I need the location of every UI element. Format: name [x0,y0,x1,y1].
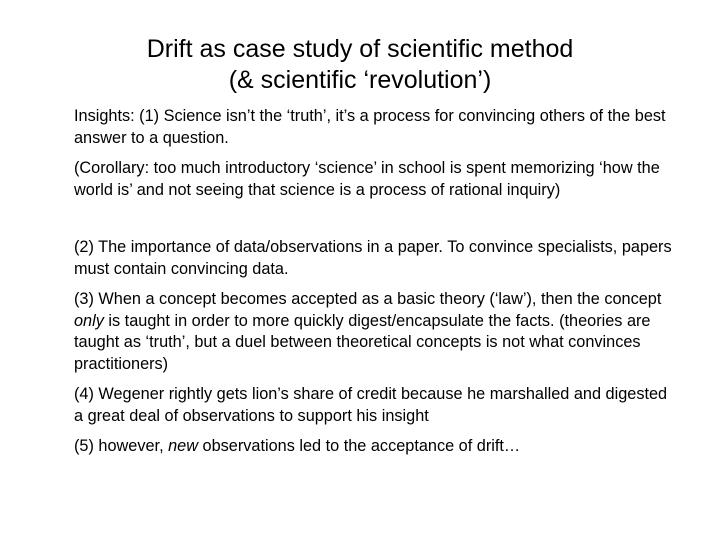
insight-5-emphasis: new [168,437,198,455]
insight-3-paragraph [74,289,674,375]
slide-body [74,106,674,458]
insight-4-paragraph: (4) Wegener rightly gets lion’s share of credit because he marshalled and digested a great deal of observations to support his insight [74,385,668,425]
insight-3-emphasis: only [74,311,104,330]
title-line-1: Drift as case study of scientific method [146,35,574,63]
title-line-2: (& scientific ‘revolution’) [228,66,492,94]
corollary-paragraph: (Corollary: too much introductory ‘science’ in school is spent memorizing ‘how the world is’ and not seeing that science is a process of rational inquiry) [74,159,660,199]
insight-5-text-after: observations led to the acceptance of drift… [198,437,521,455]
insight-1-paragraph: Insights: (1) Science isn’t the ‘truth’, it’s a process for convincing others of the best answer to a question. [74,107,666,147]
insight-3-text-after: is taught in order to more quickly digest/encapsulate the facts. (theories are taught as ‘truth’, but a duel between theoretical concepts is not what convinces practitioners) [74,311,651,373]
insight-5-paragraph [74,436,674,458]
insight-5-text-before: (5) however, [74,437,169,455]
slide-title [60,34,660,96]
insight-2-paragraph: (2) The importance of data/observations in a paper. To convince specialists, papers must contain convincing data. [74,238,672,278]
insight-3-text-before: (3) When a concept becomes accepted as a basic theory (‘law’), then the concept [74,290,662,308]
